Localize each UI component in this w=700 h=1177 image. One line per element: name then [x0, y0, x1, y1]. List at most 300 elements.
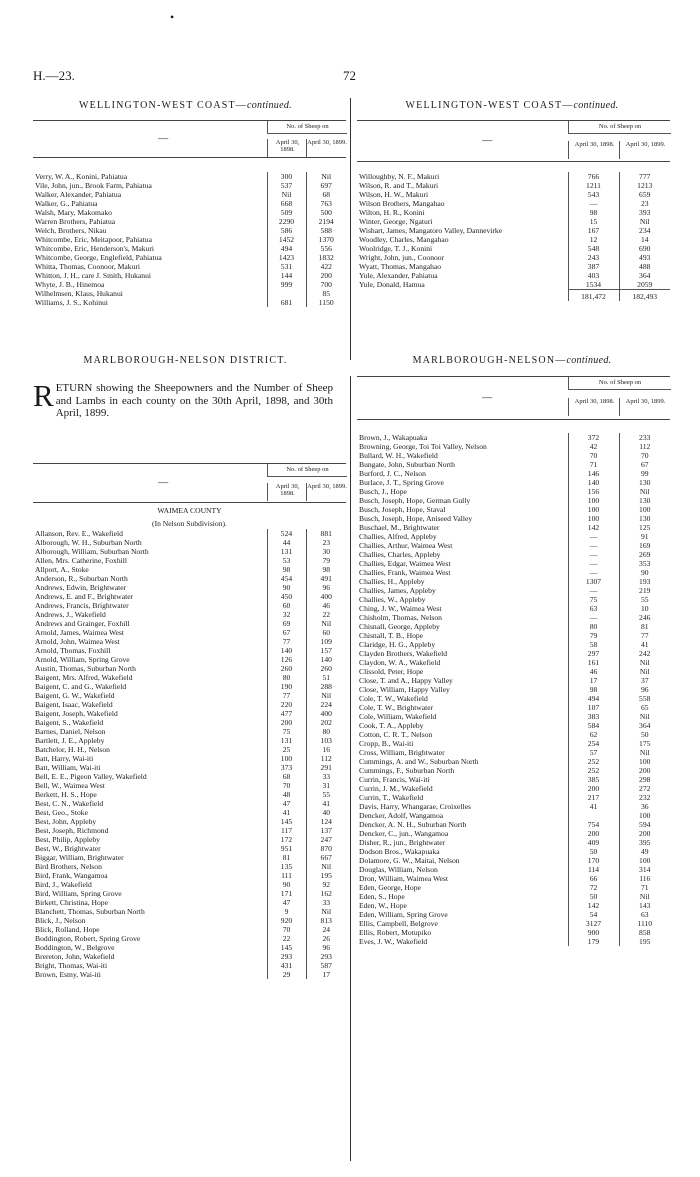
- sheep-1898: 217: [568, 793, 619, 802]
- owner-name: Challies, W., Appleby: [359, 595, 426, 604]
- sheep-1899: Nil: [306, 862, 346, 871]
- sheep-1898: 100: [267, 754, 306, 763]
- table-row: [357, 838, 670, 847]
- owner-name: Busch, Joseph, Hope, Aniseed Valley: [359, 514, 473, 523]
- table-row: [357, 730, 670, 739]
- sheep-1898: 79: [568, 631, 619, 640]
- sheep-1898: 537: [267, 181, 306, 190]
- table-row: [357, 496, 670, 505]
- sheep-table-wwc-left: [33, 172, 346, 307]
- owner-name: Blick, J., Nelson: [35, 916, 86, 925]
- owner-name: Buschael, M., Brightwater: [359, 523, 440, 532]
- owner-name: Wilson, R. and T., Makuri: [359, 181, 439, 190]
- sheep-1899: 137: [306, 826, 346, 835]
- sheep-1899: 92: [306, 880, 346, 889]
- sheep-1899: Nil: [619, 667, 670, 676]
- owner-name: Yule, Alexander, Pahiatua: [359, 271, 438, 280]
- sheep-1899: 202: [306, 718, 346, 727]
- owner-name: Baigent, C. and G., Wakefield: [35, 682, 127, 691]
- table-row: [357, 865, 670, 874]
- sheep-1899: 288: [306, 682, 346, 691]
- owner-name: Bell, E. E., Pigeon Valley, Wakefield: [35, 772, 147, 781]
- page-dot: •: [170, 10, 175, 24]
- sheep-1899: 232: [619, 793, 670, 802]
- owner-name: Wilson, H. W., Makuri: [359, 190, 429, 199]
- table-row: [33, 889, 346, 898]
- sheep-1898: —: [568, 568, 619, 577]
- table-row: [357, 685, 670, 694]
- sheep-1899: Nil: [306, 172, 346, 181]
- owner-name: Andrews, Edwin, Brightwater: [35, 583, 127, 592]
- sheep-1898: 200: [568, 784, 619, 793]
- sheep-1899: 870: [306, 844, 346, 853]
- sheep-1898: 584: [568, 721, 619, 730]
- sheep-1898: 60: [267, 601, 306, 610]
- table-row: [33, 601, 346, 610]
- sheep-1899: 291: [306, 763, 346, 772]
- table-row: [33, 853, 346, 862]
- table-row: [357, 901, 670, 910]
- table-row: [357, 541, 670, 550]
- sheep-1899: 393: [619, 208, 670, 217]
- sheep-1899: 298: [619, 775, 670, 784]
- table-row: [357, 586, 670, 595]
- owner-name: Dencker, A. N. H., Suburban North: [359, 820, 467, 829]
- owner-name: Bartlett, J. E., Appleby: [35, 736, 105, 745]
- owner-name: Willoughby, N. F., Makuri: [359, 172, 440, 181]
- owner-name: Chisnall, George, Appleby: [359, 622, 440, 631]
- sheep-1899: 90: [619, 568, 670, 577]
- table-row: [357, 667, 670, 676]
- sheep-1899: 65: [619, 703, 670, 712]
- owner-name: Best, Joseph, Richmond: [35, 826, 109, 835]
- table-row: [33, 280, 346, 289]
- sheep-1899: 400: [306, 592, 346, 601]
- table-row: [33, 898, 346, 907]
- sheep-1899: 100: [619, 757, 670, 766]
- sheep-1898: 135: [267, 862, 306, 871]
- owner-name: Allanson, Rev. E., Wakefield: [35, 529, 123, 538]
- owner-name: Busch, J., Hope: [359, 487, 407, 496]
- sheep-1898: 98: [267, 565, 306, 574]
- table-row: [33, 628, 346, 637]
- owner-name: Walker, G., Pahiatua: [35, 199, 98, 208]
- sheep-1898: 62: [568, 730, 619, 739]
- owner-name: Bird, Frank, Wangamoa: [35, 871, 108, 880]
- owner-name: Currin, J. M., Wakefield: [359, 784, 433, 793]
- table-row: [357, 793, 670, 802]
- column-divider-bottom: [350, 376, 351, 1161]
- table-row: [33, 709, 346, 718]
- sheep-1898: 69: [267, 619, 306, 628]
- sheep-1899: 162: [306, 889, 346, 898]
- sheep-1899: 175: [619, 739, 670, 748]
- owner-name: Brown, J., Wakapuaka: [359, 433, 428, 442]
- sheep-1898: 54: [568, 910, 619, 919]
- sheep-1899: 422: [306, 262, 346, 271]
- sheep-1899: 55: [619, 595, 670, 604]
- sheep-1899: 40: [306, 808, 346, 817]
- table-row: [357, 568, 670, 577]
- table-row: [357, 748, 670, 757]
- sheep-1898: 999: [267, 280, 306, 289]
- sheep-1898: 200: [568, 829, 619, 838]
- table-row: [33, 844, 346, 853]
- table-row: [33, 271, 346, 280]
- report-code: H.—23.: [33, 68, 75, 83]
- table-row: [33, 826, 346, 835]
- owner-name: Eden, William, Spring Grove: [359, 910, 448, 919]
- sheep-1899: 763: [306, 199, 346, 208]
- table-header-mn-right: — No. of Sheep on April 30, 1898. April 30, 1899.: [357, 376, 670, 420]
- table-row: [357, 694, 670, 703]
- table-row: [357, 874, 670, 883]
- owner-name: Challies, Alfred, Appleby: [359, 532, 437, 541]
- sheep-1898: 766: [568, 172, 619, 181]
- sheep-1898: —: [568, 586, 619, 595]
- owner-name: Busch, Joseph, Hope, German Gully: [359, 496, 471, 505]
- sheep-1898: 252: [568, 766, 619, 775]
- owner-name: Challies, Frank, Waimea West: [359, 568, 451, 577]
- sheep-1899: 234: [619, 226, 670, 235]
- owner-name: Cotton, C. R. T., Nelson: [359, 730, 433, 739]
- table-row: [33, 199, 346, 208]
- sheep-1899: 233: [619, 433, 670, 442]
- table-row: [33, 790, 346, 799]
- table-row: [357, 658, 670, 667]
- sheep-1898: 41: [568, 802, 619, 811]
- owner-name: Bullard, W. H., Wakefield: [359, 451, 438, 460]
- table-row: [357, 550, 670, 559]
- sheep-1899: 195: [306, 871, 346, 880]
- owner-name: Wilson Brothers, Mangahao: [359, 199, 445, 208]
- sheep-1899: 37: [619, 676, 670, 685]
- table-row: [33, 244, 346, 253]
- sheep-1898: 67: [267, 628, 306, 637]
- sheep-1899: 96: [619, 685, 670, 694]
- table-row: [357, 244, 670, 253]
- owner-name: Welch, Brothers, Nikau: [35, 226, 107, 235]
- sheep-1898: 900: [568, 928, 619, 937]
- sheep-1898: 668: [267, 199, 306, 208]
- sheep-1899: 558: [619, 694, 670, 703]
- sheep-1899: 91: [619, 532, 670, 541]
- table-row: [33, 943, 346, 952]
- owner-name: Challies, Charles, Appleby: [359, 550, 441, 559]
- sheep-1898: 71: [568, 460, 619, 469]
- section-title-wwc-left: WELLINGTON-WEST COAST—continued.: [79, 100, 292, 111]
- owner-name: Batchelor, H. H., Nelson: [35, 745, 110, 754]
- owner-name: Cross, William, Brightwater: [359, 748, 445, 757]
- owner-name: Boddington, Robert, Spring Grove: [35, 934, 141, 943]
- sheep-1899: 109: [306, 637, 346, 646]
- sheep-1899: 70: [619, 451, 670, 460]
- sheep-1899: 224: [306, 700, 346, 709]
- sheep-1899: 96: [306, 583, 346, 592]
- owner-name: Warren Brothers, Pahiatua: [35, 217, 116, 226]
- sheep-1899: 67: [619, 460, 670, 469]
- table-row: [357, 721, 670, 730]
- sheep-1898: 114: [568, 865, 619, 874]
- table-row: [357, 613, 670, 622]
- total-label: [357, 290, 568, 302]
- page-number: 72: [343, 68, 356, 83]
- sheep-1899: 130: [619, 496, 670, 505]
- sheep-1898: 3127: [568, 919, 619, 928]
- sheep-1898: —: [568, 550, 619, 559]
- sheep-1898: 179: [568, 937, 619, 946]
- sheep-1899: 314: [619, 865, 670, 874]
- table-row: [357, 919, 670, 928]
- owner-name: Challies, H., Appleby: [359, 577, 425, 586]
- table-row: [357, 757, 670, 766]
- owner-name: Wright, John, jun., Coonoor: [359, 253, 445, 262]
- table-row: [33, 646, 346, 655]
- sheep-1898: 260: [267, 664, 306, 673]
- owner-name: Best, C. N., Wakefield: [35, 799, 104, 808]
- owner-name: Disher, R., jun., Brightwater: [359, 838, 446, 847]
- sheep-1899: 556: [306, 244, 346, 253]
- table-row: [33, 952, 346, 961]
- sheep-1898: 126: [267, 655, 306, 664]
- table-row: [33, 691, 346, 700]
- sheep-1898: 98: [568, 685, 619, 694]
- owner-name: Andrews, E. and F., Brightwater: [35, 592, 134, 601]
- sheep-1898: 29: [267, 970, 306, 979]
- county-heading-row: [33, 503, 346, 516]
- table-row: [357, 460, 670, 469]
- owner-name: Batt, Harry, Wai-iti: [35, 754, 94, 763]
- sheep-1899: 246: [619, 613, 670, 622]
- owner-name: Whitton, J. H., care J. Smith, Hukanui: [35, 271, 152, 280]
- table-row: [33, 664, 346, 673]
- table-row: [33, 817, 346, 826]
- sheep-table-mn-right: [357, 433, 670, 946]
- sheep-1899: 100: [619, 856, 670, 865]
- owner-name: Currin, T., Wakefield: [359, 793, 424, 802]
- sheep-1898: 531: [267, 262, 306, 271]
- sheep-1899: 195: [619, 937, 670, 946]
- table-row: [33, 772, 346, 781]
- table-row: [33, 754, 346, 763]
- sheep-1898: 32: [267, 610, 306, 619]
- table-row: [33, 799, 346, 808]
- table-row: [33, 619, 346, 628]
- owner-name: Baigent, Joseph, Wakefield: [35, 709, 118, 718]
- sheep-table-mn-left: [33, 503, 346, 979]
- sheep-1898: 117: [267, 826, 306, 835]
- sheep-1899: 700: [306, 280, 346, 289]
- table-row: [357, 883, 670, 892]
- sheep-1898: 131: [267, 736, 306, 745]
- sheep-1899: 364: [619, 721, 670, 730]
- owner-name: Challies, Arthur, Waimea West: [359, 541, 453, 550]
- sheep-1898: 543: [568, 190, 619, 199]
- sheep-1898: 145: [267, 943, 306, 952]
- sheep-1899: 1150: [306, 298, 346, 307]
- sheep-1899: 79: [306, 556, 346, 565]
- sheep-1899: 1213: [619, 181, 670, 190]
- sheep-1898: 131: [267, 547, 306, 556]
- table-row: [357, 649, 670, 658]
- sheep-1898: Nil: [267, 190, 306, 199]
- owner-name: Challies, James, Appleby: [359, 586, 436, 595]
- sheep-1898: 494: [568, 694, 619, 703]
- table-row: [33, 673, 346, 682]
- sheep-1899: 2194: [306, 217, 346, 226]
- owner-name: Davis, Harry, Whangarae, Croixelles: [359, 802, 471, 811]
- sheep-1899: 51: [306, 673, 346, 682]
- sheep-1898: [568, 811, 619, 820]
- sheep-1898: 450: [267, 592, 306, 601]
- sheep-1899: 200: [306, 271, 346, 280]
- table-row: [357, 802, 670, 811]
- sheep-1899: 112: [306, 754, 346, 763]
- sheep-1899: 41: [619, 640, 670, 649]
- sheep-1899: 71: [619, 883, 670, 892]
- total-row: [357, 290, 670, 302]
- owner-name: Baigent, G. W., Wakefield: [35, 691, 115, 700]
- sheep-1899: 49: [619, 847, 670, 856]
- sheep-1899: 858: [619, 928, 670, 937]
- sheep-1899: 30: [306, 547, 346, 556]
- owner-name: Winter, George, Ngaturi: [359, 217, 433, 226]
- owner-name: Dencker, C., jun., Wangamoa: [359, 829, 449, 838]
- sheep-1899: 813: [306, 916, 346, 925]
- section-title-wwc-right: WELLINGTON-WEST COAST—continued.: [405, 100, 619, 111]
- sheep-1898: 586: [267, 226, 306, 235]
- sheep-1898: 681: [267, 298, 306, 307]
- owner-name: Cole, William, Wakefield: [359, 712, 437, 721]
- sheep-1899: 1832: [306, 253, 346, 262]
- sheep-1899: 395: [619, 838, 670, 847]
- sheep-1899: 24: [306, 925, 346, 934]
- owner-name: Wilhelmsen, Klaus, Hukanui: [35, 289, 123, 298]
- table-header-wwc-left: — No. of Sheep on April 30, 1898. April 30, 1899.: [33, 120, 346, 158]
- sheep-1898: 17: [568, 676, 619, 685]
- sheep-1898: 100: [568, 496, 619, 505]
- sheep-1898: 146: [568, 469, 619, 478]
- owner-name: Chisnall, T. B., Hope: [359, 631, 424, 640]
- sheep-1899: 587: [306, 961, 346, 970]
- owner-name: Brown, Esmy, Wai-iti: [35, 970, 101, 979]
- owner-name: Verry, W. A., Konini, Pahiatua: [35, 172, 128, 181]
- sheep-1899: 488: [619, 262, 670, 271]
- owner-name: Whitcombe, Eric, Meitapoor, Pahiatua: [35, 235, 152, 244]
- table-row: [33, 574, 346, 583]
- sheep-1898: —: [568, 541, 619, 550]
- sheep-1898: 293: [267, 952, 306, 961]
- sheep-1899: 98: [306, 565, 346, 574]
- owner-name: Eden, S., Hope: [359, 892, 405, 901]
- table-row: [33, 181, 346, 190]
- sheep-1899: 588: [306, 226, 346, 235]
- table-row: [33, 763, 346, 772]
- sheep-1898: 75: [267, 727, 306, 736]
- sheep-1899: 1370: [306, 235, 346, 244]
- table-row: [33, 592, 346, 601]
- sheep-1899: 400: [306, 709, 346, 718]
- sheep-1899: 80: [306, 727, 346, 736]
- sheep-1899: 26: [306, 934, 346, 943]
- sheep-1899: 81: [619, 622, 670, 631]
- sheep-1898: 431: [267, 961, 306, 970]
- sheep-1899: 491: [306, 574, 346, 583]
- table-row: [33, 970, 346, 979]
- owner-name: Busch, Joseph, Hope, Staval: [359, 505, 446, 514]
- sheep-1899: 23: [619, 199, 670, 208]
- sheep-1898: —: [568, 613, 619, 622]
- sheep-1898: 107: [568, 703, 619, 712]
- table-row: [33, 961, 346, 970]
- owner-name: Dolamore, G. W., Maitai, Nelson: [359, 856, 460, 865]
- sheep-1898: 77: [267, 691, 306, 700]
- owner-name: Bird, William, Spring Grove: [35, 889, 122, 898]
- sheep-1899: 500: [306, 208, 346, 217]
- owner-name: Burlace, J. T., Spring Grove: [359, 478, 444, 487]
- sheep-1898: 161: [568, 658, 619, 667]
- owner-name: Chisholm, Thomas, Nelson: [359, 613, 442, 622]
- sheep-1898: 144: [267, 271, 306, 280]
- table-row: [357, 604, 670, 613]
- sheep-1898: 140: [267, 646, 306, 655]
- sheep-1899: 130: [619, 478, 670, 487]
- table-row: [33, 226, 346, 235]
- sheep-1899: 219: [619, 586, 670, 595]
- sheep-1899: 100: [619, 505, 670, 514]
- sheep-1898: 48: [267, 790, 306, 799]
- owner-name: Wyatt, Thomas, Mangahao: [359, 262, 442, 271]
- table-row: [357, 829, 670, 838]
- table-row: [33, 871, 346, 880]
- owner-name: Ching, J. W., Waimea West: [359, 604, 442, 613]
- table-row: [33, 538, 346, 547]
- table-row: [33, 880, 346, 889]
- sheep-1899: 353: [619, 559, 670, 568]
- owner-name: Arnold, Thomas, Foxhill: [35, 646, 111, 655]
- sheep-1899: 14: [619, 235, 670, 244]
- table-row: [357, 937, 670, 946]
- sheep-1899: 50: [619, 730, 670, 739]
- sheep-1898: 509: [267, 208, 306, 217]
- owner-name: Dodson Bros., Wakapuaka: [359, 847, 440, 856]
- sheep-1899: 777: [619, 172, 670, 181]
- table-row: [357, 622, 670, 631]
- owner-name: Anderson, R., Suburban North: [35, 574, 128, 583]
- sheep-1898: 409: [568, 838, 619, 847]
- sheep-1898: 53: [267, 556, 306, 565]
- sheep-1898: 140: [568, 478, 619, 487]
- table-row: [357, 469, 670, 478]
- sheep-1899: 293: [306, 952, 346, 961]
- sheep-1899: 364: [619, 271, 670, 280]
- table-row: [357, 514, 670, 523]
- sheep-1898: 171: [267, 889, 306, 898]
- sheep-1898: 9: [267, 907, 306, 916]
- owner-name: Brereton, John, Wakefield: [35, 952, 115, 961]
- table-row: [33, 682, 346, 691]
- sheep-1898: 68: [267, 772, 306, 781]
- table-row: [357, 712, 670, 721]
- table-row: [33, 172, 346, 181]
- table-row: [357, 208, 670, 217]
- sheep-1898: 387: [568, 262, 619, 271]
- owner-name: Baigent, S., Wakefield: [35, 718, 104, 727]
- owner-name: Cropp, B., Wai-iti: [359, 739, 414, 748]
- sheep-1898: 50: [568, 847, 619, 856]
- owner-name: Ellis, Campbell, Belgrove: [359, 919, 438, 928]
- return-intro-paragraph: RETURN showing the Sheepowners and the Number of Sheep and Lambs in each county on the 30th April, 1898, and 30th April, 1899.: [33, 378, 333, 419]
